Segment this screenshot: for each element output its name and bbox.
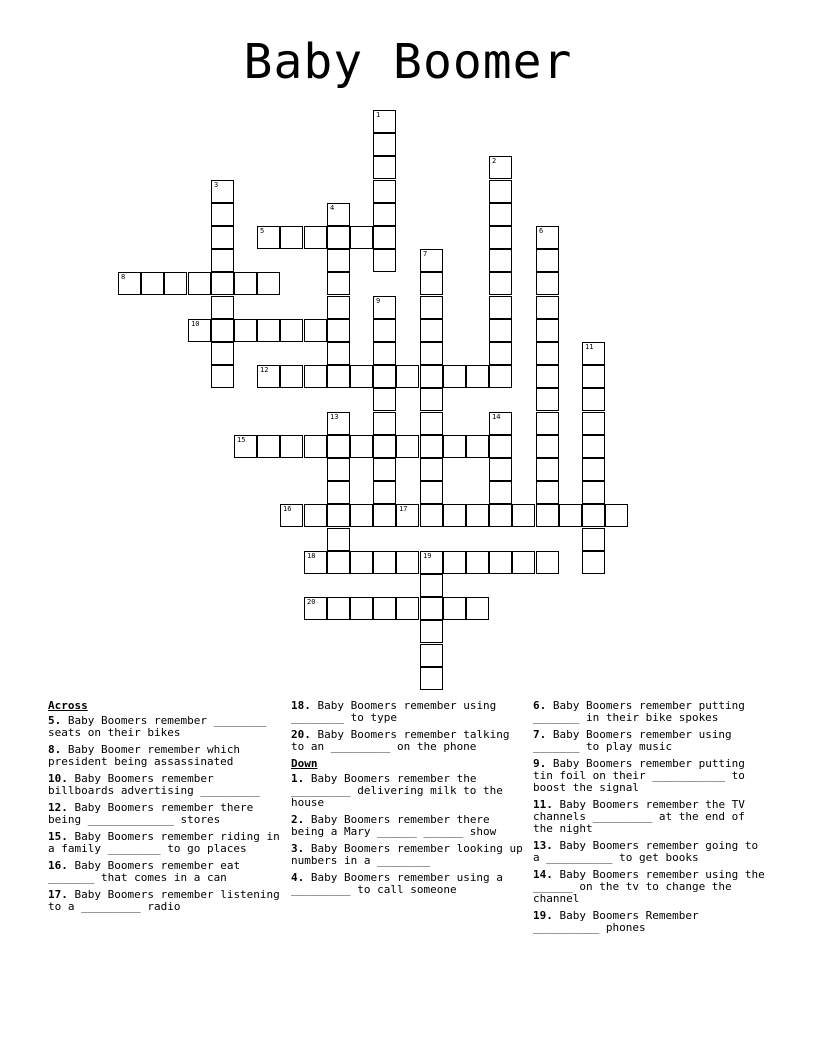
- clue-column-3: [533, 700, 765, 939]
- grid-cell[interactable]: [211, 249, 234, 272]
- grid-cell[interactable]: [466, 597, 489, 620]
- clue: [48, 715, 280, 739]
- grid-cell[interactable]: [420, 365, 443, 388]
- grid-cell[interactable]: [350, 504, 373, 527]
- grid-cell[interactable]: [489, 180, 512, 203]
- clue-text: Baby Boomers remember the _________ delivering milk to the house: [291, 772, 503, 809]
- grid-cell[interactable]: [466, 504, 489, 527]
- clue-text: Baby Boomers remember listening to a _________ radio: [48, 888, 280, 913]
- cell-number: 11: [585, 343, 594, 351]
- grid-cell[interactable]: [234, 272, 257, 295]
- grid-cell[interactable]: [420, 296, 443, 319]
- clue: [291, 773, 523, 809]
- clue-number: 8.: [48, 743, 62, 756]
- cell-number: 20: [307, 598, 316, 606]
- grid-cell[interactable]: [327, 203, 350, 226]
- grid-cell[interactable]: [234, 319, 257, 342]
- grid-cell[interactable]: [280, 319, 303, 342]
- grid-cell[interactable]: [582, 412, 605, 435]
- grid-cell[interactable]: [536, 319, 559, 342]
- grid-cell[interactable]: [420, 667, 443, 690]
- grid-cell[interactable]: [466, 551, 489, 574]
- cell-number: 10: [191, 320, 200, 328]
- clue: [533, 799, 765, 835]
- grid-cell[interactable]: [373, 504, 396, 527]
- grid-cell[interactable]: [420, 597, 443, 620]
- grid-cell[interactable]: [373, 458, 396, 481]
- grid-cell[interactable]: [512, 504, 535, 527]
- grid-cell[interactable]: [350, 365, 373, 388]
- clue-text: Baby Boomers remember putting _______ in their bike spokes: [533, 699, 745, 724]
- grid-cell[interactable]: [257, 365, 280, 388]
- grid-cell[interactable]: [536, 272, 559, 295]
- grid-cell[interactable]: [420, 504, 443, 527]
- grid-cell[interactable]: [188, 319, 211, 342]
- grid-cell[interactable]: [257, 272, 280, 295]
- grid-cell[interactable]: [489, 365, 512, 388]
- grid-cell[interactable]: [443, 504, 466, 527]
- down-clue-list-continued: [533, 700, 765, 934]
- clue-text: Baby Boomers remember using ________ to type: [291, 699, 497, 724]
- grid-cell[interactable]: [280, 226, 303, 249]
- grid-cell[interactable]: [489, 249, 512, 272]
- grid-cell[interactable]: [304, 504, 327, 527]
- grid-cell[interactable]: [536, 481, 559, 504]
- grid-cell[interactable]: [280, 435, 303, 458]
- grid-cell[interactable]: [188, 272, 211, 295]
- grid-cell[interactable]: [327, 504, 350, 527]
- cell-number: 4: [330, 204, 335, 212]
- grid-cell[interactable]: [489, 156, 512, 179]
- grid-cell[interactable]: [420, 551, 443, 574]
- grid-cell[interactable]: [420, 249, 443, 272]
- grid-cell[interactable]: [420, 272, 443, 295]
- grid-cell[interactable]: [327, 226, 350, 249]
- clue-text: Baby Boomers remember using the ______ on the tv to change the channel: [533, 868, 765, 905]
- cell-number: 5: [260, 227, 265, 235]
- cell-number: 7: [423, 250, 428, 258]
- clue-column-1: [48, 700, 280, 918]
- clue-number: 18.: [291, 699, 311, 712]
- grid-cell[interactable]: [327, 528, 350, 551]
- grid-cell[interactable]: [141, 272, 164, 295]
- clue-number: 11.: [533, 798, 553, 811]
- grid-cell[interactable]: [489, 435, 512, 458]
- cell-number: 8: [121, 273, 126, 281]
- grid-cell[interactable]: [396, 435, 419, 458]
- page-title: Baby Boomer: [243, 34, 573, 90]
- cell-number: 16: [283, 505, 292, 513]
- grid-cell[interactable]: [373, 388, 396, 411]
- grid-cell[interactable]: [443, 551, 466, 574]
- clue-text: Baby Boomers remember looking up numbers in a ________: [291, 842, 523, 867]
- grid-cell[interactable]: [582, 504, 605, 527]
- grid-cell[interactable]: [304, 226, 327, 249]
- grid-cell[interactable]: [257, 319, 280, 342]
- clue: [291, 843, 523, 867]
- grid-cell[interactable]: [211, 180, 234, 203]
- clue-column-2: [291, 700, 523, 901]
- grid-cell[interactable]: [327, 319, 350, 342]
- grid-cell[interactable]: [373, 156, 396, 179]
- grid-cell[interactable]: [420, 458, 443, 481]
- clue-number: 5.: [48, 714, 62, 727]
- clue-number: 4.: [291, 871, 305, 884]
- grid-cell[interactable]: [605, 504, 628, 527]
- grid-cell[interactable]: [211, 203, 234, 226]
- grid-cell[interactable]: [420, 435, 443, 458]
- grid-cell[interactable]: [489, 504, 512, 527]
- grid-cell[interactable]: [211, 296, 234, 319]
- grid-cell[interactable]: [327, 458, 350, 481]
- grid-cell[interactable]: [489, 203, 512, 226]
- grid-cell[interactable]: [489, 319, 512, 342]
- clue: [533, 910, 765, 934]
- clue-number: 1.: [291, 772, 305, 785]
- cell-number: 18: [307, 552, 316, 560]
- grid-cell[interactable]: [420, 481, 443, 504]
- grid-cell[interactable]: [582, 458, 605, 481]
- grid-cell[interactable]: [489, 551, 512, 574]
- clue: [48, 802, 280, 826]
- clue-number: 2.: [291, 813, 305, 826]
- grid-cell[interactable]: [211, 226, 234, 249]
- clue-text: Baby Boomers remember there being a Mary ______ ______ show: [291, 813, 497, 838]
- grid-cell[interactable]: [466, 435, 489, 458]
- grid-cell[interactable]: [582, 435, 605, 458]
- clue-number: 6.: [533, 699, 547, 712]
- grid-cell[interactable]: [350, 226, 373, 249]
- clue: [291, 729, 523, 753]
- clue-number: 12.: [48, 801, 68, 814]
- grid-cell[interactable]: [373, 412, 396, 435]
- clue-text: Baby Boomer remember which president being assassinated: [48, 743, 241, 768]
- grid-cell[interactable]: [582, 481, 605, 504]
- grid-cell[interactable]: [350, 551, 373, 574]
- grid-cell[interactable]: [280, 504, 303, 527]
- clue-number: 19.: [533, 909, 553, 922]
- down-clue-list: [291, 773, 523, 896]
- clue-text: Baby Boomers remember eat _______ that comes in a can: [48, 859, 241, 884]
- grid-cell[interactable]: [536, 342, 559, 365]
- grid-cell[interactable]: [582, 388, 605, 411]
- grid-cell[interactable]: [582, 551, 605, 574]
- grid-cell[interactable]: [118, 272, 141, 295]
- grid-cell[interactable]: [420, 412, 443, 435]
- clue: [48, 773, 280, 797]
- down-heading: Down: [291, 757, 318, 770]
- clue-text: Baby Boomers Remember __________ phones: [533, 909, 699, 934]
- clue-text: Baby Boomers remember ________ seats on their bikes: [48, 714, 267, 739]
- grid-cell[interactable]: [327, 551, 350, 574]
- cell-number: 14: [492, 413, 501, 421]
- cell-number: 13: [330, 413, 339, 421]
- grid-cell[interactable]: [443, 597, 466, 620]
- grid-cell[interactable]: [443, 365, 466, 388]
- grid-cell[interactable]: [373, 597, 396, 620]
- cell-number: 6: [539, 227, 544, 235]
- grid-cell[interactable]: [536, 249, 559, 272]
- grid-cell[interactable]: [489, 226, 512, 249]
- grid-cell[interactable]: [559, 504, 582, 527]
- clue: [48, 744, 280, 768]
- grid-cell[interactable]: [327, 435, 350, 458]
- grid-cell[interactable]: [396, 365, 419, 388]
- grid-cell[interactable]: [327, 412, 350, 435]
- grid-cell[interactable]: [373, 249, 396, 272]
- grid-cell[interactable]: [373, 481, 396, 504]
- clue: [533, 729, 765, 753]
- clue: [533, 700, 765, 724]
- grid-cell[interactable]: [327, 481, 350, 504]
- grid-cell[interactable]: [512, 551, 535, 574]
- grid-cell[interactable]: [420, 319, 443, 342]
- grid-cell[interactable]: [350, 435, 373, 458]
- grid-cell[interactable]: [373, 133, 396, 156]
- clue-text: Baby Boomers remember talking to an _________ on the phone: [291, 728, 510, 753]
- grid-cell[interactable]: [536, 504, 559, 527]
- grid-cell[interactable]: [489, 296, 512, 319]
- grid-cell[interactable]: [536, 388, 559, 411]
- grid-cell[interactable]: [373, 342, 396, 365]
- across-clue-list-continued: [291, 700, 523, 753]
- grid-cell[interactable]: [327, 365, 350, 388]
- grid-cell[interactable]: [420, 342, 443, 365]
- grid-cell[interactable]: [582, 342, 605, 365]
- grid-cell[interactable]: [304, 435, 327, 458]
- clue-number: 17.: [48, 888, 68, 901]
- grid-cell[interactable]: [536, 458, 559, 481]
- grid-cell[interactable]: [164, 272, 187, 295]
- clue-text: Baby Boomers remember using _______ to play music: [533, 728, 732, 753]
- clue: [291, 700, 523, 724]
- clue-number: 3.: [291, 842, 305, 855]
- grid-cell[interactable]: [257, 226, 280, 249]
- grid-cell[interactable]: [373, 551, 396, 574]
- grid-cell[interactable]: [396, 551, 419, 574]
- grid-cell[interactable]: [489, 412, 512, 435]
- grid-cell[interactable]: [327, 342, 350, 365]
- grid-cell[interactable]: [536, 365, 559, 388]
- cell-number: 2: [492, 157, 497, 165]
- grid-cell[interactable]: [327, 597, 350, 620]
- grid-cell[interactable]: [373, 180, 396, 203]
- grid-cell[interactable]: [536, 435, 559, 458]
- grid-cell[interactable]: [304, 319, 327, 342]
- clue: [48, 831, 280, 855]
- grid-cell[interactable]: [327, 272, 350, 295]
- grid-cell[interactable]: [536, 226, 559, 249]
- grid-cell[interactable]: [582, 365, 605, 388]
- clue-text: Baby Boomers remember going to a __________ to get books: [533, 839, 759, 864]
- clue-text: Baby Boomers remember using a _________ to call someone: [291, 871, 503, 896]
- grid-cell[interactable]: [350, 597, 373, 620]
- clue-text: Baby Boomers remember putting tin foil on their ___________ to boost the signal: [533, 757, 745, 794]
- grid-cell[interactable]: [443, 435, 466, 458]
- across-heading: Across: [48, 699, 88, 712]
- clue-number: 13.: [533, 839, 553, 852]
- grid-cell[interactable]: [489, 342, 512, 365]
- grid-cell[interactable]: [234, 435, 257, 458]
- cell-number: 9: [376, 297, 381, 305]
- clue-number: 7.: [533, 728, 547, 741]
- grid-cell[interactable]: [396, 504, 419, 527]
- grid-cell[interactable]: [489, 481, 512, 504]
- clue-number: 14.: [533, 868, 553, 881]
- cell-number: 17: [399, 505, 408, 513]
- grid-cell[interactable]: [373, 226, 396, 249]
- clue-text: Baby Boomers remember the TV channels _________ at the end of the night: [533, 798, 745, 835]
- cell-number: 15: [237, 436, 246, 444]
- grid-cell[interactable]: [280, 365, 303, 388]
- grid-cell[interactable]: [420, 388, 443, 411]
- grid-cell[interactable]: [304, 597, 327, 620]
- clue: [533, 840, 765, 864]
- grid-cell[interactable]: [304, 365, 327, 388]
- grid-cell[interactable]: [373, 110, 396, 133]
- grid-cell[interactable]: [373, 319, 396, 342]
- grid-cell[interactable]: [373, 435, 396, 458]
- grid-cell[interactable]: [536, 296, 559, 319]
- grid-cell[interactable]: [489, 272, 512, 295]
- grid-cell[interactable]: [211, 319, 234, 342]
- across-clue-list: [48, 715, 280, 913]
- grid-cell[interactable]: [373, 365, 396, 388]
- cell-number: 19: [423, 552, 432, 560]
- clue-text: Baby Boomers remember riding in a family ________ to go places: [48, 830, 280, 855]
- grid-cell[interactable]: [466, 365, 489, 388]
- clue-number: 16.: [48, 859, 68, 872]
- clue: [291, 872, 523, 896]
- clue: [533, 869, 765, 905]
- grid-cell[interactable]: [304, 551, 327, 574]
- grid-cell[interactable]: [420, 644, 443, 667]
- grid-cell[interactable]: [373, 203, 396, 226]
- clue: [533, 758, 765, 794]
- cell-number: 12: [260, 366, 269, 374]
- grid-cell[interactable]: [327, 296, 350, 319]
- grid-cell[interactable]: [582, 528, 605, 551]
- clue-number: 20.: [291, 728, 311, 741]
- clue-number: 9.: [533, 757, 547, 770]
- grid-cell[interactable]: [211, 342, 234, 365]
- clue-number: 10.: [48, 772, 68, 785]
- grid-cell[interactable]: [536, 551, 559, 574]
- grid-cell[interactable]: [396, 597, 419, 620]
- grid-cell[interactable]: [536, 412, 559, 435]
- grid-cell[interactable]: [373, 296, 396, 319]
- grid-cell[interactable]: [489, 458, 512, 481]
- grid-cell[interactable]: [420, 574, 443, 597]
- clue-number: 15.: [48, 830, 68, 843]
- clue: [48, 860, 280, 884]
- grid-cell[interactable]: [420, 620, 443, 643]
- clue-text: Baby Boomers remember billboards advertising _________: [48, 772, 260, 797]
- grid-cell[interactable]: [257, 435, 280, 458]
- clue: [291, 814, 523, 838]
- clue: [48, 889, 280, 913]
- cell-number: 3: [214, 181, 219, 189]
- grid-cell[interactable]: [327, 249, 350, 272]
- cell-number: 1: [376, 111, 381, 119]
- clue-text: Baby Boomers remember there being _____________ stores: [48, 801, 254, 826]
- grid-cell[interactable]: [211, 272, 234, 295]
- grid-cell[interactable]: [211, 365, 234, 388]
